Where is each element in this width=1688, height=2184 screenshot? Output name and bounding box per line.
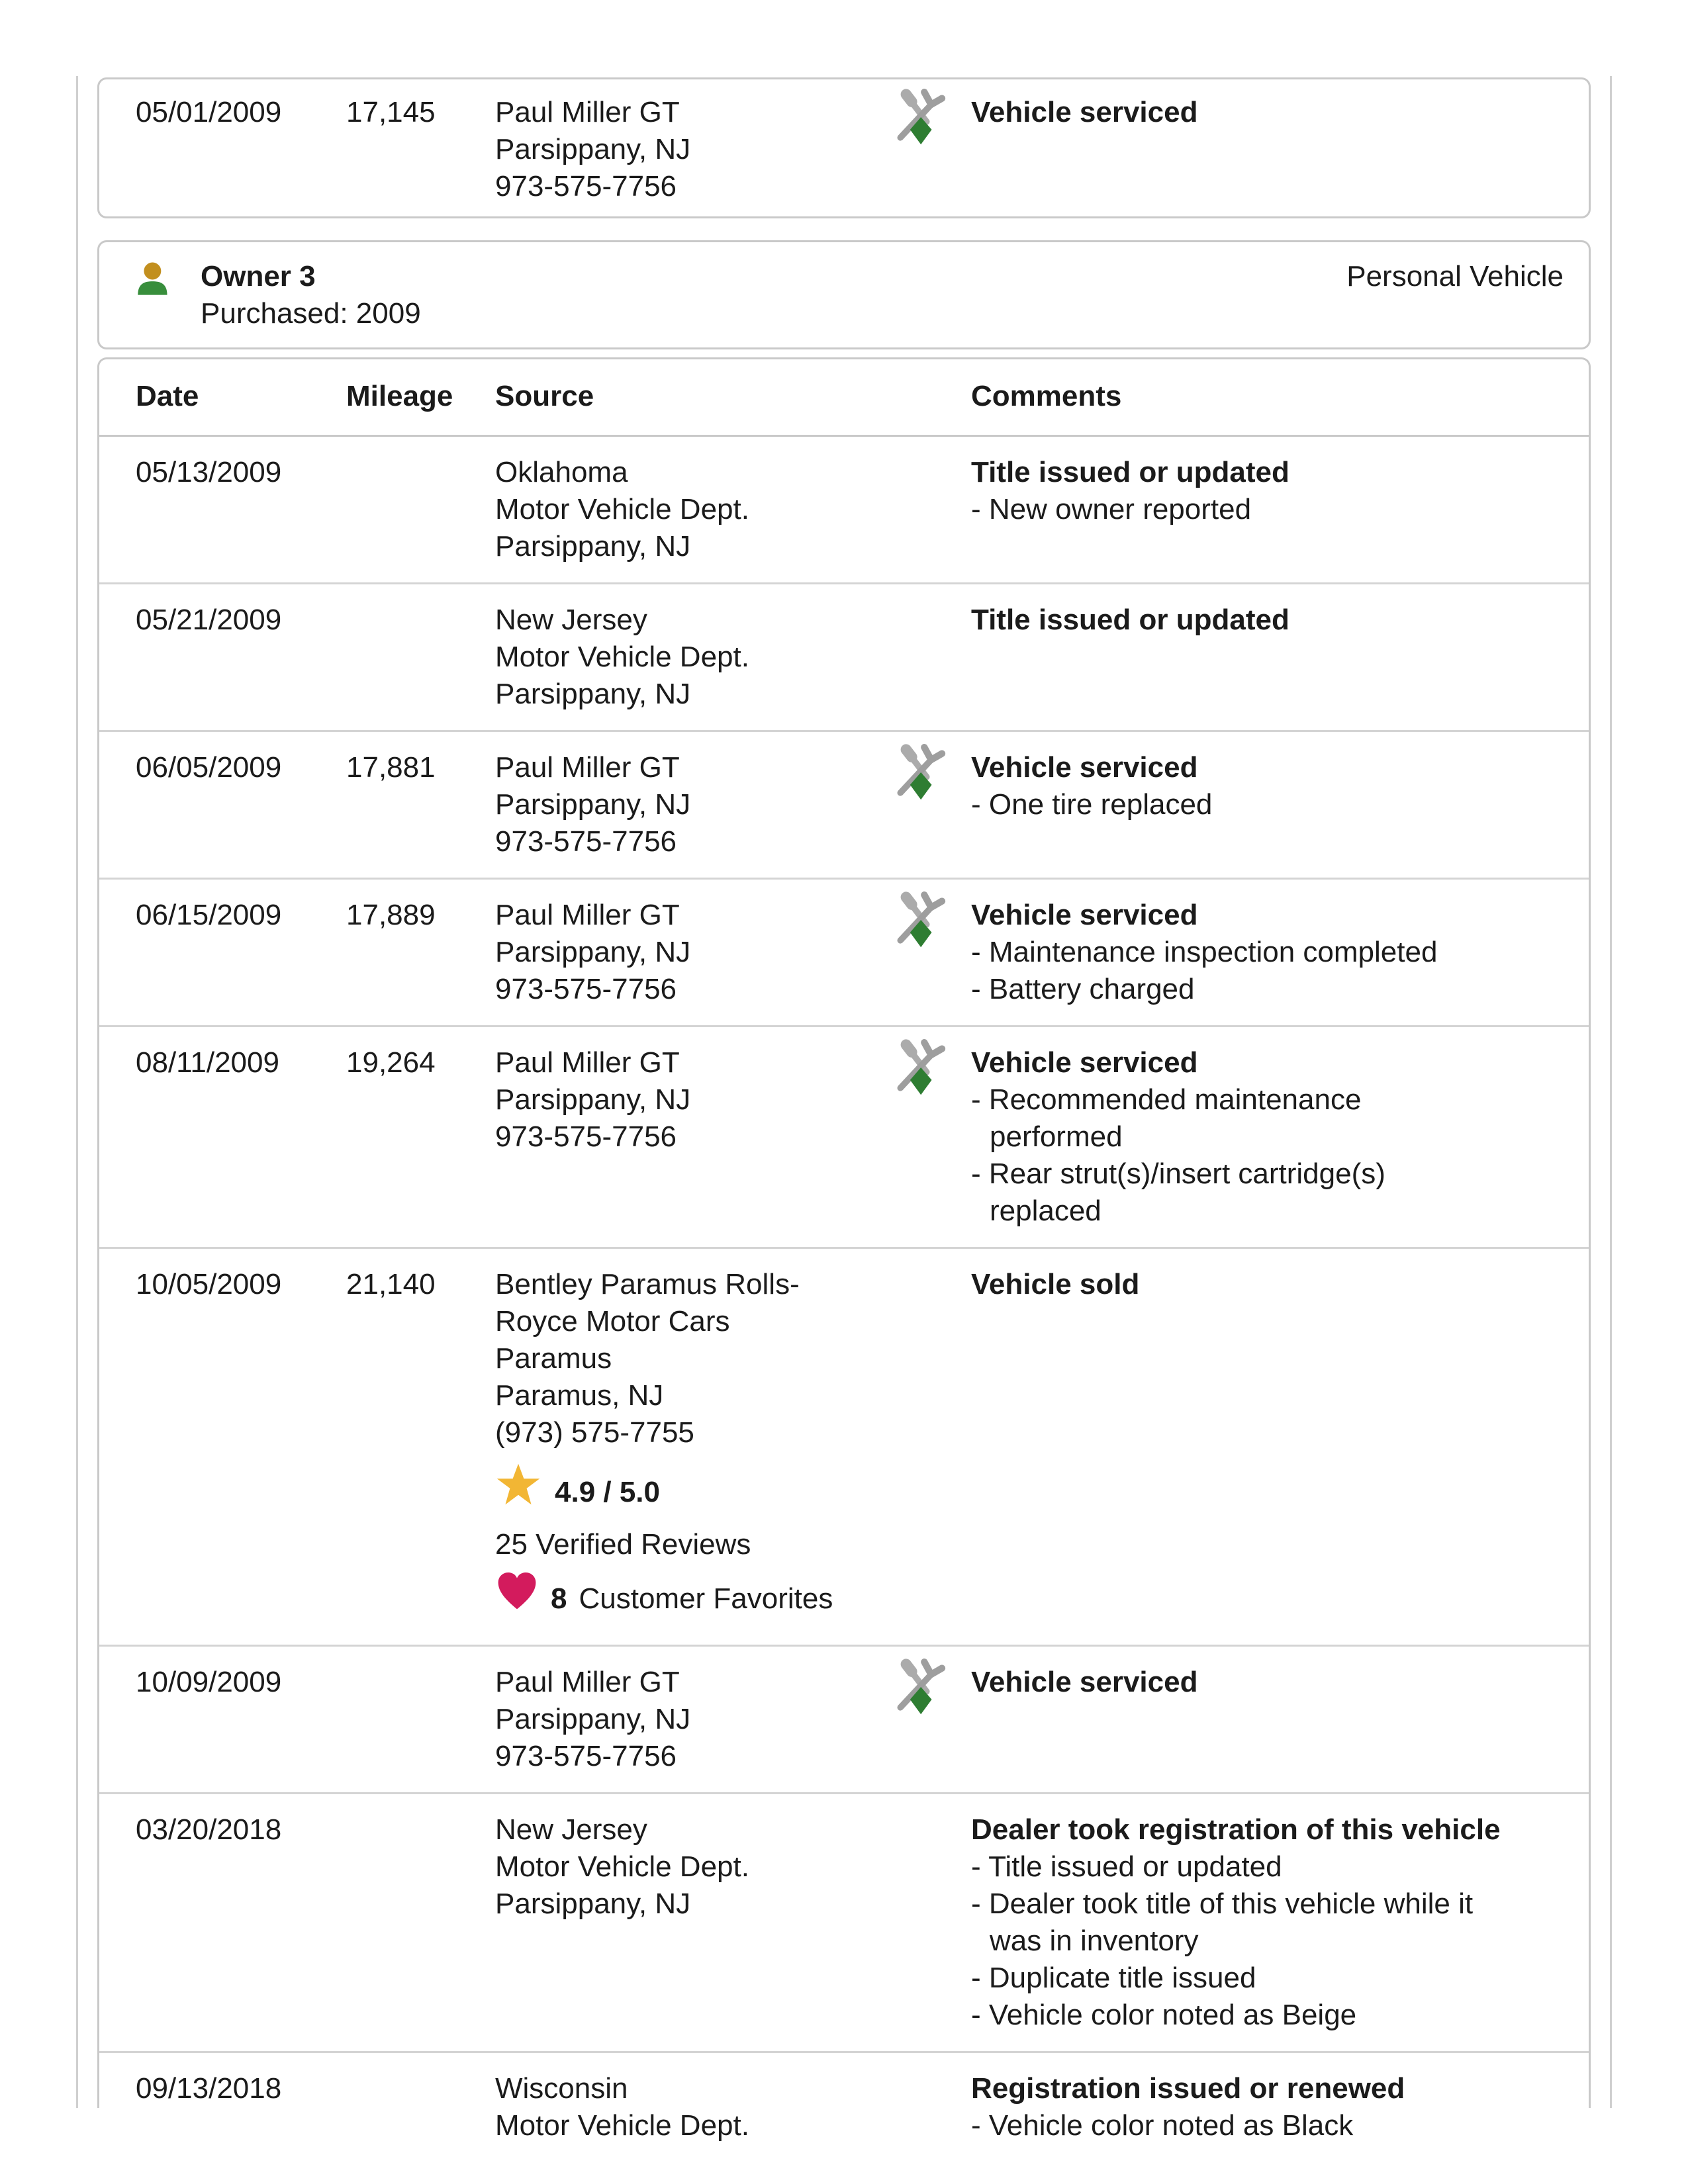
comments-cell bbox=[971, 94, 1564, 205]
source-line: Parsippany, NJ bbox=[495, 1083, 691, 1116]
comment-detail: - Vehicle color noted as Black bbox=[971, 2109, 1354, 2142]
source-line: Paramus, NJ bbox=[495, 1379, 664, 1412]
page-container-left-border bbox=[76, 76, 78, 2108]
history-table-card bbox=[97, 357, 1591, 2142]
mileage-cell: 17,881 bbox=[346, 751, 436, 784]
source-line: Parsippany, NJ bbox=[495, 936, 691, 968]
mileage-cell: 21,140 bbox=[346, 1268, 436, 1300]
comment-title: Registration issued or renewed bbox=[971, 2072, 1405, 2105]
source-line: Bentley Paramus Rolls- bbox=[495, 1268, 800, 1300]
service-wrench-icon bbox=[889, 1659, 971, 1725]
comment-title: Title issued or updated bbox=[971, 604, 1289, 636]
source-line: Paul Miller GT bbox=[495, 1046, 680, 1079]
comment-detail: - Battery charged bbox=[971, 973, 1195, 1005]
heart-icon bbox=[495, 1570, 539, 1627]
source-line: Paramus bbox=[495, 1342, 612, 1375]
comments-cell bbox=[971, 1266, 1564, 1627]
table-row bbox=[99, 79, 1589, 220]
owner-purchased: Purchased: 2009 bbox=[201, 297, 421, 330]
page-container-right-border bbox=[1610, 76, 1612, 2108]
source-line: 973-575-7756 bbox=[495, 170, 677, 203]
comment-detail-continued: performed bbox=[990, 1120, 1123, 1153]
date-cell: 05/13/2009 bbox=[136, 456, 282, 488]
date-cell: 03/20/2018 bbox=[136, 1813, 282, 1846]
service-icon-cell bbox=[889, 602, 971, 713]
service-wrench-icon bbox=[889, 89, 971, 155]
header-source: Source bbox=[495, 380, 594, 412]
rating-score: 4.9 / 5.0 bbox=[555, 1475, 661, 1508]
service-icon-cell bbox=[889, 94, 971, 205]
service-icon-cell bbox=[889, 1044, 971, 1230]
customer-favorites bbox=[495, 1570, 889, 1627]
date-cell: 08/11/2009 bbox=[136, 1046, 279, 1079]
source-line: New Jersey bbox=[495, 1813, 647, 1846]
source-line: Paul Miller GT bbox=[495, 899, 680, 931]
comment-title: Dealer took registration of this vehicle bbox=[971, 1813, 1501, 1846]
source-cell bbox=[495, 1811, 889, 2034]
table-row bbox=[99, 1249, 1589, 1647]
source-cell bbox=[495, 2070, 889, 2144]
table-row bbox=[99, 1794, 1589, 2053]
comments-cell bbox=[971, 1044, 1564, 1230]
owner-person-icon bbox=[136, 262, 171, 305]
table-row bbox=[99, 1647, 1589, 1794]
source-line: Parsippany, NJ bbox=[495, 1703, 691, 1735]
source-line: Parsippany, NJ bbox=[495, 788, 691, 821]
source-line: Paul Miller GT bbox=[495, 751, 680, 784]
source-line: Motor Vehicle Dept. bbox=[495, 1850, 749, 1883]
mileage-cell bbox=[346, 2070, 495, 2144]
mileage-cell bbox=[346, 1664, 495, 1775]
service-icon-cell bbox=[889, 749, 971, 860]
comment-detail: - Duplicate title issued bbox=[971, 1962, 1256, 1994]
source-line: Paul Miller GT bbox=[495, 1666, 680, 1698]
comments-cell bbox=[971, 897, 1564, 1008]
comment-title: Vehicle serviced bbox=[971, 899, 1198, 931]
service-icon-cell bbox=[889, 2070, 971, 2144]
source-line: Parsippany, NJ bbox=[495, 678, 691, 710]
service-icon-cell bbox=[889, 454, 971, 565]
source-line: 973-575-7756 bbox=[495, 825, 677, 858]
source-line: Royce Motor Cars bbox=[495, 1305, 730, 1338]
mileage-cell bbox=[346, 602, 495, 713]
source-cell bbox=[495, 749, 889, 860]
source-cell bbox=[495, 897, 889, 1008]
date-cell: 06/05/2009 bbox=[136, 751, 282, 784]
dealer-rating bbox=[495, 1462, 889, 1522]
comment-detail: - Rear strut(s)/insert cartridge(s) bbox=[971, 1158, 1385, 1190]
service-wrench-icon bbox=[889, 744, 971, 810]
source-cell bbox=[495, 602, 889, 713]
table-header-row bbox=[99, 359, 1589, 437]
source-line: Paul Miller GT bbox=[495, 96, 680, 128]
source-line: 973-575-7756 bbox=[495, 973, 677, 1005]
date-cell: 05/01/2009 bbox=[136, 96, 282, 128]
header-date: Date bbox=[136, 380, 199, 412]
header-mileage: Mileage bbox=[346, 380, 453, 412]
comment-title: Vehicle serviced bbox=[971, 96, 1198, 128]
source-line: Motor Vehicle Dept. bbox=[495, 493, 749, 525]
owner-title: Owner 3 bbox=[201, 260, 316, 293]
comment-detail: - One tire replaced bbox=[971, 788, 1213, 821]
service-wrench-icon bbox=[889, 1039, 971, 1105]
comment-title: Vehicle serviced bbox=[971, 1046, 1198, 1079]
service-wrench-icon bbox=[889, 891, 971, 958]
comments-cell bbox=[971, 602, 1564, 713]
source-line: Oklahoma bbox=[495, 456, 628, 488]
date-cell: 10/09/2009 bbox=[136, 1666, 282, 1698]
source-line: New Jersey bbox=[495, 604, 647, 636]
favorites-label: Customer Favorites bbox=[579, 1582, 833, 1615]
source-cell bbox=[495, 94, 889, 205]
owner-section-card bbox=[97, 240, 1591, 349]
service-icon-cell bbox=[889, 1664, 971, 1775]
source-cell bbox=[495, 1044, 889, 1230]
date-cell: 09/13/2018 bbox=[136, 2072, 282, 2105]
star-icon bbox=[495, 1462, 541, 1522]
mileage-cell: 17,145 bbox=[346, 96, 436, 128]
comments-cell bbox=[971, 454, 1564, 565]
table-body bbox=[99, 437, 1589, 2161]
source-line: 973-575-7756 bbox=[495, 1120, 677, 1153]
comment-detail: - Maintenance inspection completed bbox=[971, 936, 1438, 968]
source-line: Parsippany, NJ bbox=[495, 133, 691, 165]
header-spacer bbox=[889, 378, 971, 415]
header-comments: Comments bbox=[971, 380, 1122, 412]
comment-detail: - Title issued or updated bbox=[971, 1850, 1282, 1883]
mileage-cell bbox=[346, 1811, 495, 2034]
source-cell bbox=[495, 1664, 889, 1775]
comments-cell bbox=[971, 1811, 1564, 2034]
table-row bbox=[99, 2053, 1589, 2161]
source-cell bbox=[495, 1266, 889, 1627]
table-row bbox=[99, 880, 1589, 1027]
service-icon-cell bbox=[889, 1266, 971, 1627]
comments-cell bbox=[971, 2070, 1564, 2144]
comment-title: Vehicle sold bbox=[971, 1268, 1140, 1300]
comment-title: Vehicle serviced bbox=[971, 751, 1198, 784]
service-icon-cell bbox=[889, 1811, 971, 2034]
table-row bbox=[99, 1027, 1589, 1249]
source-line: Motor Vehicle Dept. bbox=[495, 641, 749, 673]
favorites-count: 8 bbox=[551, 1582, 567, 1615]
date-cell: 05/21/2009 bbox=[136, 604, 282, 636]
source-line: Parsippany, NJ bbox=[495, 530, 691, 563]
comment-title: Title issued or updated bbox=[971, 456, 1289, 488]
source-line: Wisconsin bbox=[495, 2072, 628, 2105]
table-row bbox=[99, 584, 1589, 732]
source-line: 973-575-7756 bbox=[495, 1740, 677, 1772]
comments-cell bbox=[971, 749, 1564, 860]
comment-detail: - New owner reported bbox=[971, 493, 1252, 525]
comment-title: Vehicle serviced bbox=[971, 1666, 1198, 1698]
table-row bbox=[99, 437, 1589, 584]
mileage-cell bbox=[346, 454, 495, 565]
comment-detail: - Dealer took title of this vehicle while it bbox=[971, 1888, 1474, 1920]
date-cell: 06/15/2009 bbox=[136, 899, 282, 931]
source-line: Motor Vehicle Dept. bbox=[495, 2109, 749, 2142]
mileage-cell: 17,889 bbox=[346, 899, 436, 931]
verified-reviews: 25 Verified Reviews bbox=[495, 1528, 751, 1561]
comment-detail-continued: was in inventory bbox=[990, 1925, 1199, 1957]
source-cell bbox=[495, 454, 889, 565]
table-row bbox=[99, 732, 1589, 880]
service-icon-cell bbox=[889, 897, 971, 1008]
mileage-cell: 19,264 bbox=[346, 1046, 436, 1079]
date-cell: 10/05/2009 bbox=[136, 1268, 282, 1300]
source-line: (973) 575-7755 bbox=[495, 1416, 694, 1449]
vehicle-use-label: Personal Vehicle bbox=[1346, 260, 1564, 293]
comment-detail-continued: replaced bbox=[990, 1195, 1102, 1227]
comment-detail: - Recommended maintenance bbox=[971, 1083, 1362, 1116]
source-line: Parsippany, NJ bbox=[495, 1888, 691, 1920]
comment-detail: - Vehicle color noted as Beige bbox=[971, 1999, 1357, 2031]
comments-cell bbox=[971, 1664, 1564, 1775]
continued-record-card bbox=[97, 77, 1591, 218]
